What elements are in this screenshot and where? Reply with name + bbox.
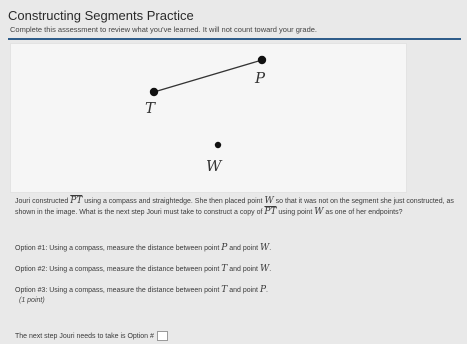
option-2-point-b: W <box>259 264 270 274</box>
points-note: (1 point) <box>19 297 45 304</box>
answer-input[interactable] <box>157 331 168 341</box>
geometry-figure <box>10 43 407 193</box>
option-3-text: Option #3: Using a compass, measure the distance between point <box>15 287 222 294</box>
point-p <box>258 56 266 64</box>
header-divider <box>8 38 461 40</box>
answer-prompt: The next step Jouri needs to take is Option # <box>15 332 154 340</box>
question-part2: using a compass and straightedge. She then placed point <box>82 198 265 205</box>
option-1-point-b: W <box>260 243 270 253</box>
question-part3: so that it was not on the segment she just constructed, as shown in the image. What is the next step Jouri must take to construct a copy of <box>15 198 454 216</box>
page-subtitle: Complete this assessment to review what you've learned. It will not count toward your grade. <box>10 25 317 34</box>
question-part1: Jouri constructed <box>15 198 69 205</box>
option-3-mid: and point <box>227 287 260 294</box>
answer-row <box>15 331 168 341</box>
option-2-point-a: T <box>221 264 228 274</box>
option-3-point-a: T <box>221 285 228 295</box>
option-2-text: Option #2: Using a compass, measure the distance between point <box>15 266 222 273</box>
label-p: P <box>255 69 266 87</box>
options-list <box>15 243 461 306</box>
option-2-end: . <box>269 266 272 273</box>
option-2 <box>15 264 461 275</box>
option-1-end: . <box>269 245 272 252</box>
point-w-ref: W <box>264 196 274 206</box>
label-t: T <box>145 99 156 117</box>
segment-pt <box>154 60 262 92</box>
option-1 <box>15 243 461 254</box>
point-w <box>215 142 221 148</box>
option-3-point-b: P <box>259 285 267 295</box>
option-1-mid: and point <box>227 245 260 252</box>
question-part4: using point <box>276 209 315 216</box>
point-t <box>150 88 158 96</box>
option-1-text: Option #1: Using a compass, measure the distance between point <box>15 245 222 252</box>
geometry-svg <box>11 44 406 192</box>
label-w: W <box>206 157 222 175</box>
segment-pt-label-2: $\overline{PT}$ <box>264 207 277 217</box>
segment-pt-label: $\overline{PT}$ <box>70 196 83 206</box>
option-1-point-a: P <box>221 243 228 253</box>
point-w-ref-2: W <box>314 207 324 217</box>
option-2-mid: and point <box>227 266 260 273</box>
question-text <box>15 196 461 218</box>
option-3-end: . <box>266 287 268 294</box>
page-title: Constructing Segments Practice <box>8 8 194 23</box>
question-part5: as one of her endpoints? <box>323 209 403 216</box>
option-3 <box>15 285 461 296</box>
